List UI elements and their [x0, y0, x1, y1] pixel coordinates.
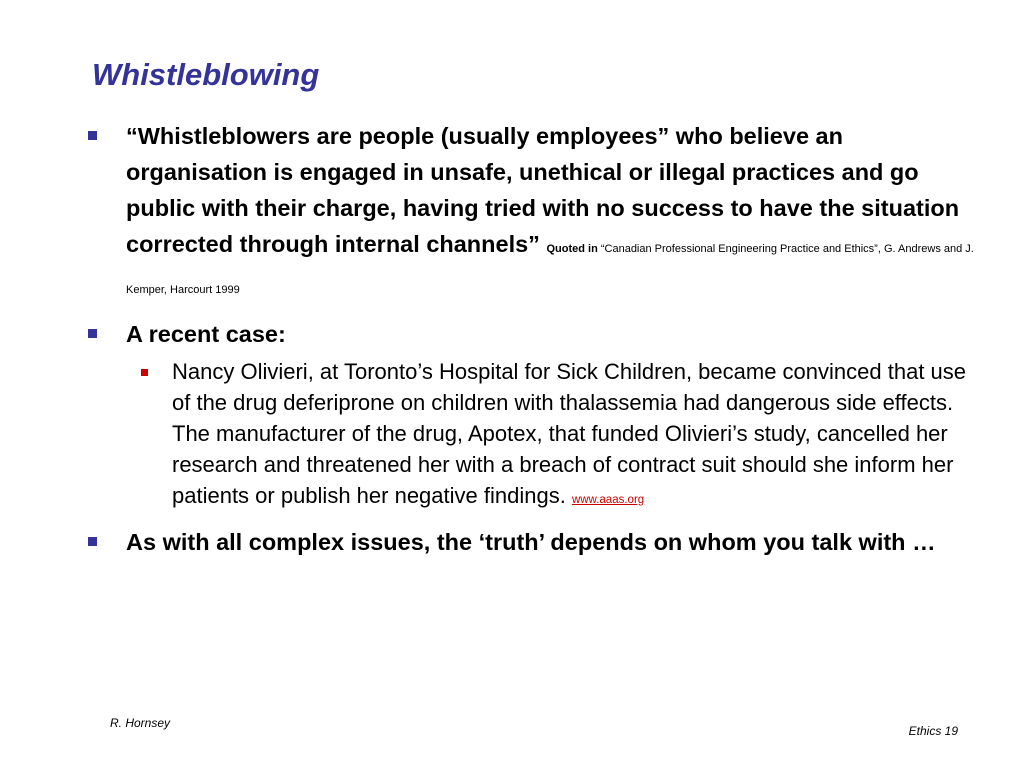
- square-bullet-icon: [88, 131, 97, 140]
- bullet-truth: [88, 524, 988, 560]
- square-sub-bullet-icon: [141, 369, 148, 376]
- recent-case-heading: A recent case:: [126, 321, 286, 347]
- bullet-recent-case: [88, 316, 988, 352]
- square-bullet-icon: [88, 537, 97, 546]
- sub-bullet-olivieri: [88, 356, 988, 516]
- square-bullet-icon: [88, 329, 97, 338]
- definition-quote: “Whistleblowers are people (usually employees” who believe an organisation is engaged in unsafe, unethical or illegal practices and go public with their charge, having tried with no success to have the situation corrected through internal channels”: [126, 123, 960, 257]
- citation-label: Quoted in: [546, 243, 598, 255]
- truth-text: As with all complex issues, the ‘truth’ depends on whom you talk with …: [126, 529, 936, 555]
- slide-title: Whistleblowing: [92, 57, 320, 92]
- footer-author: R. Hornsey: [110, 716, 171, 730]
- aaas-link[interactable]: www.aaas.org: [571, 494, 645, 506]
- citation-source: “Canadian Professional Engineering Practice and Ethics”, G. Andrews and J. Kemper, Harcourt 1999: [126, 243, 974, 296]
- slide-content: [88, 118, 988, 560]
- bullet-definition: [88, 118, 988, 308]
- footer-page-number: Ethics 19: [908, 724, 958, 738]
- olivieri-case-text: Nancy Olivieri, at Toronto’s Hospital for Sick Children, became convinced that use of the drug deferiprone on children with thalassemia had dangerous side effects. The manufacturer of the drug, Apotex, that funded Olivieri’s study, cancelled her research and threatened her with a breach of contract suit should she inform her patients or publish her negative findings.: [172, 359, 967, 508]
